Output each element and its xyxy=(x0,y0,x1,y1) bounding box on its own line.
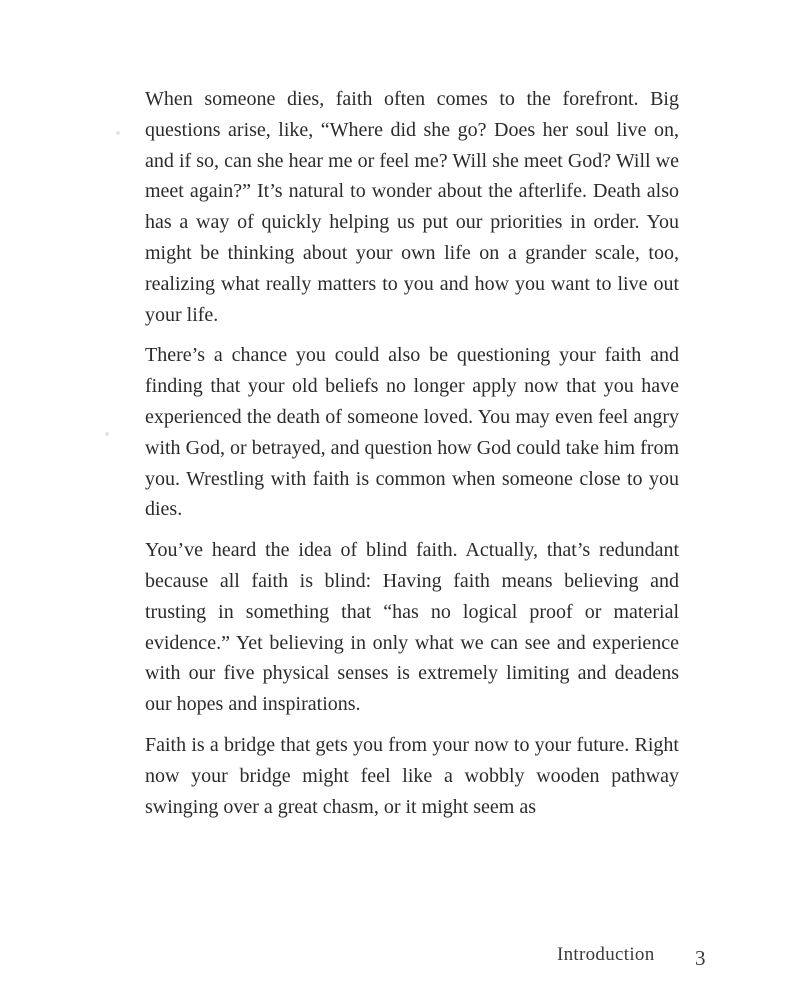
margin-mark xyxy=(116,131,120,135)
body-text xyxy=(145,84,679,832)
running-footer-section-title: Introduction xyxy=(557,944,655,965)
paragraph-1: When someone dies, faith often comes to the forefront. Big questions arise, like, “Where did she go? Does her soul live on, and if so, can she hear me or feel me? Will she meet God? Will we meet again?” It’s natural to wonder about the afterlife. Death also has a way of quickly helping us put our priorities in order. You might be thinking about your own life on a grander scale, too, realizing what really matters to you and how you want to live out your life. xyxy=(145,88,679,326)
margin-mark xyxy=(105,432,109,436)
paragraph-3: You’ve heard the idea of blind faith. Actually, that’s redundant because all faith is blind: Having faith means believing and trusting in something that “has no logical proof or material evidence.” Yet believing in only what we can see and experience with our five physical senses is extremely limiting and deadens our hopes and inspirations. xyxy=(145,539,679,716)
paragraph-2: There’s a chance you could also be questioning your faith and finding that your old beliefs no longer apply now that you have experienced the death of someone loved. You may even feel angry with God, or betrayed, and question how God could take him from you. Wrestling with faith is common when someone close to you dies. xyxy=(145,344,679,521)
page-number: 3 xyxy=(695,946,706,970)
paragraph-4: Faith is a bridge that gets you from your now to your future. Right now your bridge might feel like a wobbly wooden pathway swinging over a great chasm, or it might seem as xyxy=(145,733,679,818)
